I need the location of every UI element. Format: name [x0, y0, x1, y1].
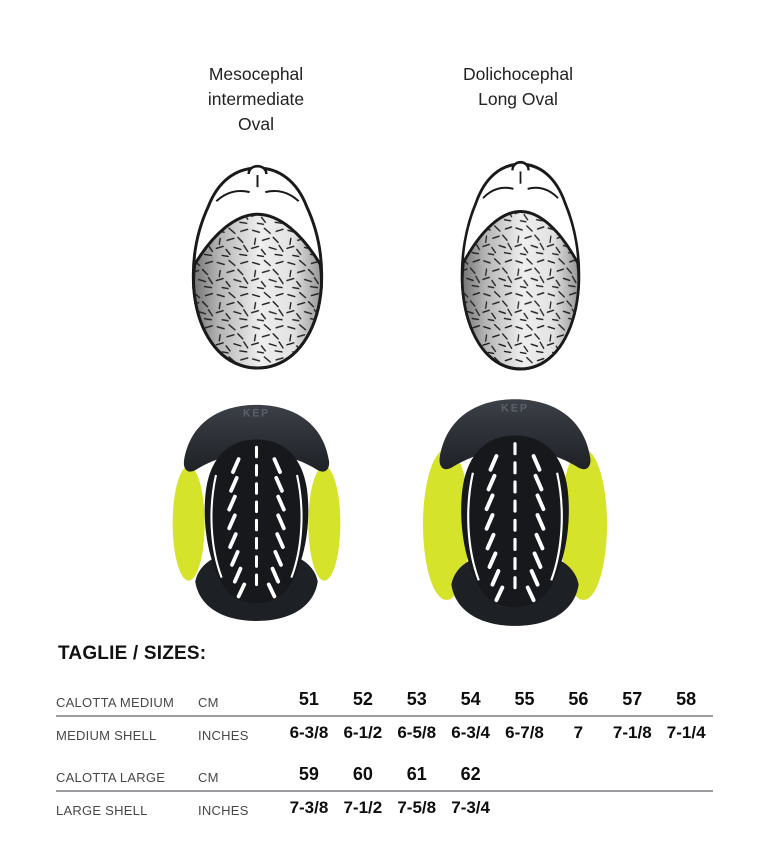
mesocephal-heading	[148, 62, 364, 137]
size-cell: 55	[514, 689, 535, 709]
size-cell: 6-3/8	[289, 723, 329, 742]
size-cell: 7-5/8	[397, 798, 437, 817]
size-cell: 6-1/2	[343, 723, 383, 742]
heading-line: Mesocephal	[208, 64, 304, 84]
medium-shell-group	[56, 689, 713, 743]
row-label: MEDIUM SHELL	[56, 728, 157, 743]
size-cell: 7-3/4	[451, 798, 490, 817]
heading-line: Oval	[238, 114, 274, 134]
size-cell: 56	[568, 689, 589, 709]
size-cell: 6-5/8	[397, 723, 437, 742]
dolichocephal-heading	[412, 62, 624, 112]
row-label: CALOTTA MEDIUM	[56, 695, 175, 710]
row-unit: CM	[198, 695, 219, 710]
size-cell: 59	[298, 764, 319, 784]
row-label: CALOTTA LARGE	[56, 770, 166, 785]
size-cell: 6-7/8	[505, 723, 544, 742]
size-cell: 62	[460, 764, 481, 784]
heading-line: Long Oval	[478, 89, 558, 109]
large-shell-group	[56, 764, 713, 818]
sizes-title: TAGLIE / SIZES:	[58, 643, 207, 664]
long-oval-liner-illustration	[422, 392, 608, 628]
size-cell: 6-3/4	[451, 723, 490, 742]
heading-line: Dolichocephal	[463, 64, 573, 84]
large-cm-row	[56, 764, 713, 792]
size-cell: 58	[676, 689, 697, 709]
row-unit: INCHES	[198, 728, 249, 743]
medium-cm-row	[56, 689, 713, 717]
row-unit: CM	[198, 770, 219, 785]
heading-line: intermediate	[207, 89, 305, 109]
yellow-side-pad-left	[173, 466, 205, 580]
yellow-side-pad-right	[308, 466, 340, 580]
size-cell: 52	[352, 689, 373, 709]
kep-logo-text: KEP	[243, 407, 270, 420]
row-label: LARGE SHELL	[56, 803, 148, 818]
size-cell: 7-3/8	[289, 798, 329, 817]
size-cell: 60	[352, 764, 373, 784]
size-cell: 7-1/8	[612, 723, 652, 742]
size-cell: 53	[406, 689, 427, 709]
size-table-section	[56, 643, 713, 818]
size-cell: 7	[573, 723, 584, 742]
row-unit: INCHES	[198, 803, 249, 818]
size-cell: 57	[622, 689, 643, 709]
large-inches-row	[56, 792, 713, 818]
size-cell: 7-1/2	[343, 798, 383, 817]
kep-logo-text: KEP	[500, 402, 530, 415]
size-cell: 54	[460, 689, 481, 709]
size-cell: 61	[406, 764, 427, 784]
dolichocephal-head-illustration	[449, 157, 592, 373]
medium-inches-row	[56, 717, 713, 743]
size-cell: 51	[298, 689, 319, 709]
size-cell: 7-1/4	[666, 723, 706, 742]
mesocephal-head-illustration	[179, 161, 336, 372]
medium-oval-liner-illustration	[167, 398, 346, 623]
